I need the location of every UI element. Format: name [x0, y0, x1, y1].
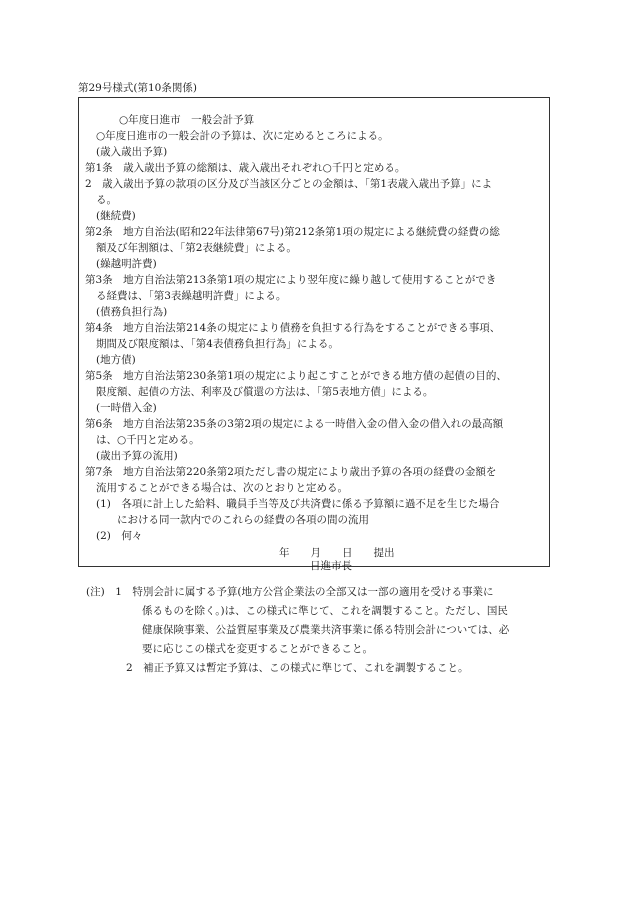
budget-heading: ○年度日進市 一般会計予算 [119, 114, 255, 126]
article-line: 期間及び限度額は、「第4表債務負担行為」による。 [96, 338, 339, 350]
article-line: 第1条 歳入歳出予算の総額は、歳入歳出それぞれ○千円と定める。 [85, 162, 406, 174]
article-line: 第4条 地方自治法第214条の規定により債務を負担する行為をすることができる事項、 [85, 322, 501, 334]
article-line: 第7条 地方自治法第220条第2項ただし書の規定により歳出予算の各項の経費の金額を [85, 466, 497, 478]
article-line: は、○千円と定める。 [96, 434, 200, 446]
article-line: 2 歳入歳出予算の款項の区分及び当該区分ごとの金額は、「第1表歳入歳出予算」によ [85, 178, 493, 190]
form-number: 第29号様式(第10条関係) [78, 82, 197, 94]
article-line: 第6条 地方自治法第235条の3第2項の規定による一時借入金の借入金の借入れの最高額 [85, 418, 504, 430]
article-line: 限度額、起債の方法、利率及び償還の方法は、「第5表地方債」による。 [96, 386, 434, 398]
note-line: (注) 1 特別会計に属する予算(地方公営企業法の全部又は一部の適用を受ける事業に [86, 586, 494, 598]
article-line: 流用することができる場合は、次のとおりと定める。 [96, 482, 348, 494]
section-caption: (歳入歳出予算) [96, 146, 168, 158]
article-line: る。 [96, 194, 117, 206]
article-line: 額及び年割額は、「第2表継続費」による。 [96, 242, 297, 254]
budget-intro: ○年度日進市の一般会計の予算は、次に定めるところによる。 [96, 130, 389, 142]
note-line: 係るものを除く。)は、この様式に準じて、これを調製すること。ただし、国民 [142, 605, 508, 617]
article-item: における同一款内でのこれらの経費の各項の間の流用 [117, 514, 369, 526]
submission-date-line: 年 月 日 提出 [279, 547, 395, 559]
note-line: 健康保険事業、公益質屋事業及び農業共済事業に係る特別会計については、必 [142, 624, 510, 636]
article-line: 第5条 地方自治法第230条第1項の規定により起こすことができる地方債の起債の目的、 [85, 370, 507, 382]
section-caption: (歳出予算の流用) [96, 450, 178, 462]
section-caption: (継続費) [96, 210, 136, 222]
article-line: 第2条 地方自治法(昭和22年法律第67号)第212条第1項の規定による継続費の経費の総 [85, 226, 500, 238]
section-caption: (地方債) [96, 354, 136, 366]
article-line: る経費は、「第3表繰越明許費」による。 [96, 290, 287, 302]
article-item: (1) 各項に計上した給料、職員手当等及び共済費に係る予算額に過不足を生じた場合 [96, 498, 500, 510]
section-caption: (債務負担行為) [96, 306, 168, 318]
article-item: (2) 何々 [96, 530, 143, 542]
note-line: 2 補正予算又は暫定予算は、この様式に準じて、これを調製すること。 [126, 662, 469, 674]
note-line: 要に応じこの様式を変更することができること。 [142, 643, 373, 655]
section-caption: (一時借入金) [96, 402, 157, 414]
signer-name: 日進市長 [310, 560, 352, 572]
section-caption: (繰越明許費) [96, 258, 157, 270]
article-line: 第3条 地方自治法第213条第1項の規定により翌年度に繰り越して使用することができ [85, 274, 497, 286]
budget-form-frame [78, 97, 550, 567]
